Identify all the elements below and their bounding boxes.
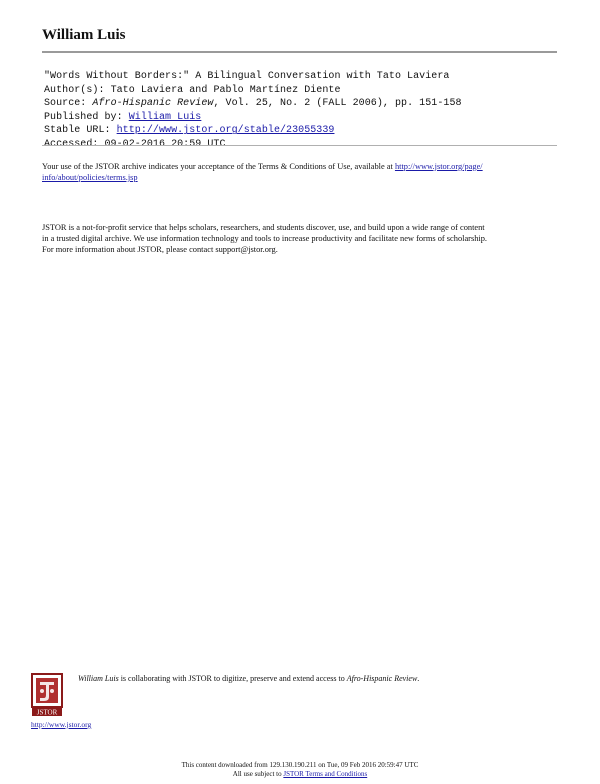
source-line <box>44 97 564 111</box>
published-label: Published by: <box>44 111 123 123</box>
collab-journal: Afro-Hispanic Review <box>346 674 418 683</box>
publisher-link[interactable]: William Luis <box>128 111 202 123</box>
source-details: , Vol. 25, No. 2 (FALL 2006), pp. 151-158 <box>213 98 462 110</box>
section-divider <box>42 145 557 146</box>
source-label: Source: <box>44 98 87 110</box>
download-footer <box>0 761 600 778</box>
footer-download-info: This content downloaded from 129.130.190.211 on Tue, 09 Feb 2016 20:59:47 UTC <box>181 761 419 769</box>
authors-value: Tato Laviera and Pablo Martínez Diente <box>110 84 341 96</box>
footer-terms-prefix: All use subject to <box>232 769 284 778</box>
article-title: "Words Without Borders:" A Bilingual Conversation with Tato Laviera <box>44 71 450 82</box>
document-header-name: William Luis <box>42 27 126 43</box>
collab-publisher: William Luis <box>78 674 119 683</box>
stable-url-label: Stable URL: <box>44 125 111 137</box>
header-divider <box>42 51 557 53</box>
jstor-about-notice <box>42 223 560 255</box>
terms-link-continued[interactable]: info/about/policies/terms.jsp <box>42 172 138 182</box>
footer-terms-line <box>0 770 600 779</box>
publisher-line <box>44 111 564 125</box>
jstor-logo-text: JSTOR <box>36 708 58 717</box>
collaboration-statement <box>78 674 419 683</box>
source-journal: Afro-Hispanic Review <box>92 98 214 110</box>
about-line-1: JSTOR is a not-for-profit service that helps scholars, researchers, and students discover, use, and build upon a wide range of content <box>42 223 485 232</box>
footer-terms-link[interactable]: JSTOR Terms and Conditions <box>283 769 368 778</box>
terms-link[interactable]: http://www.jstor.org/page/ <box>394 162 483 171</box>
stable-url-link[interactable]: http://www.jstor.org/stable/23055339 <box>116 125 335 137</box>
jstor-home-link[interactable]: http://www.jstor.org <box>31 720 92 729</box>
authors-line <box>44 84 564 98</box>
collab-text: is collaborating with JSTOR to digitize, preserve and extend access to <box>118 674 347 683</box>
terms-notice <box>42 162 560 184</box>
terms-text: Your use of the JSTOR archive indicates your acceptance of the Terms & Conditions of Use, available at <box>42 162 393 171</box>
citation-block <box>44 70 564 152</box>
authors-label: Author(s): <box>44 84 105 96</box>
about-line-3: For more information about JSTOR, please contact support@jstor.org. <box>42 244 278 254</box>
jstor-logo-icon <box>31 673 63 717</box>
collab-end: . <box>417 674 420 683</box>
about-line-2: in a trusted digital archive. We use information technology and tools to increase productivity and facilitate new forms of scholarship. <box>42 233 488 243</box>
stable-url-line <box>44 124 564 138</box>
